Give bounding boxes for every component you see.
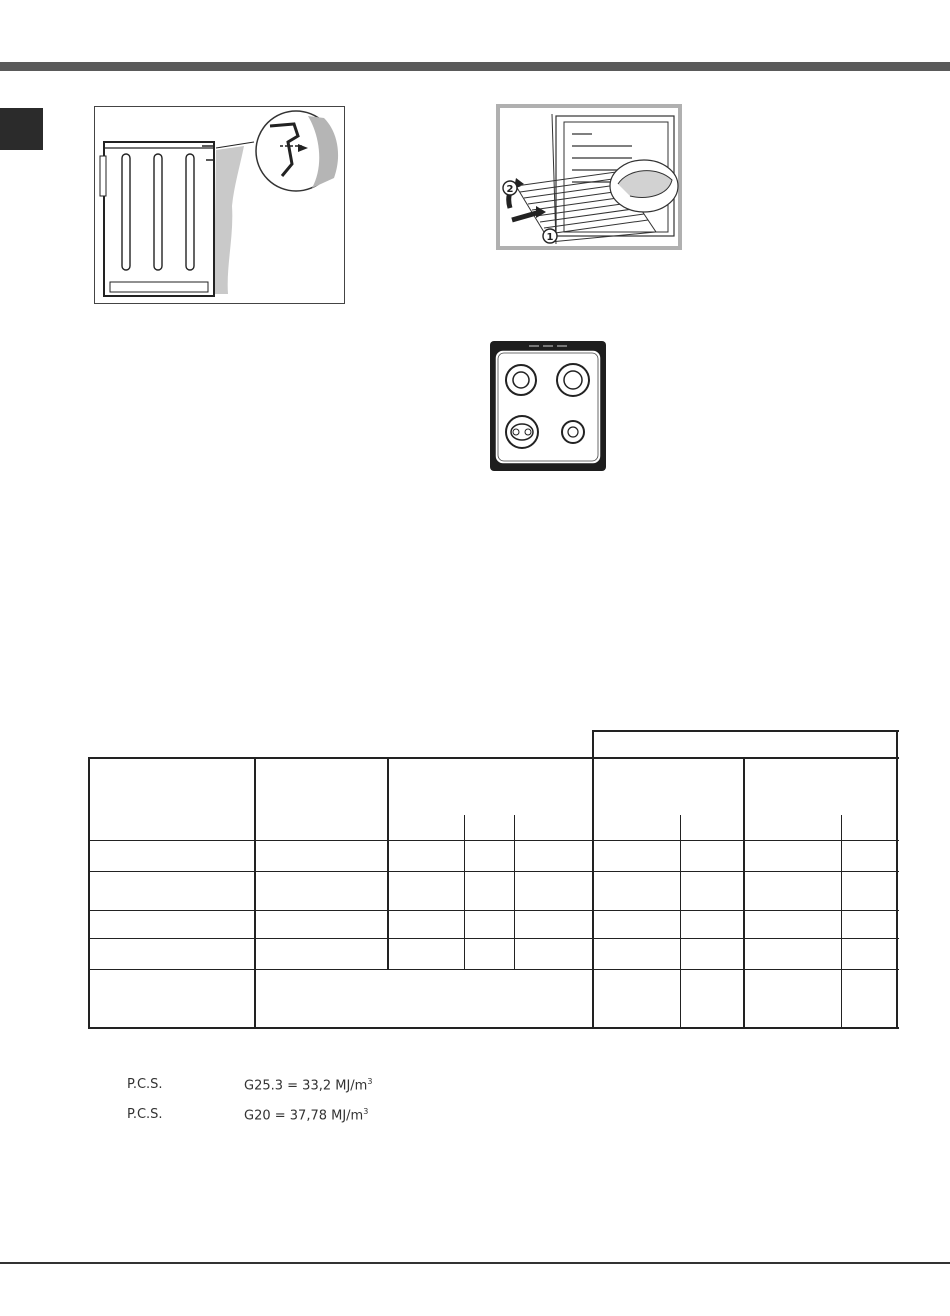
header-rule — [0, 62, 950, 71]
pcs-value: G25.3 = 33,2 $MJ/m^3$ — [244, 1077, 373, 1094]
footer-rule — [0, 1262, 950, 1264]
rack-step-1-label: 1 — [546, 232, 554, 243]
oven-rack-insertion-icon — [496, 104, 682, 250]
language-tab — [0, 108, 43, 150]
hob-layout-figure — [489, 340, 607, 472]
pcs-label: P.C.S. — [127, 1077, 163, 1092]
oven-rack-figure — [496, 104, 682, 250]
four-burner-hob-icon — [489, 340, 607, 472]
pcs-value: G20 = 37,78 $MJ/m^3$ — [244, 1107, 369, 1124]
appliance-wall-bracket-icon — [94, 106, 346, 306]
wall-fixing-figure — [94, 106, 346, 306]
rack-step-2-label: 2 — [506, 184, 514, 195]
pcs-label: P.C.S. — [127, 1107, 163, 1122]
